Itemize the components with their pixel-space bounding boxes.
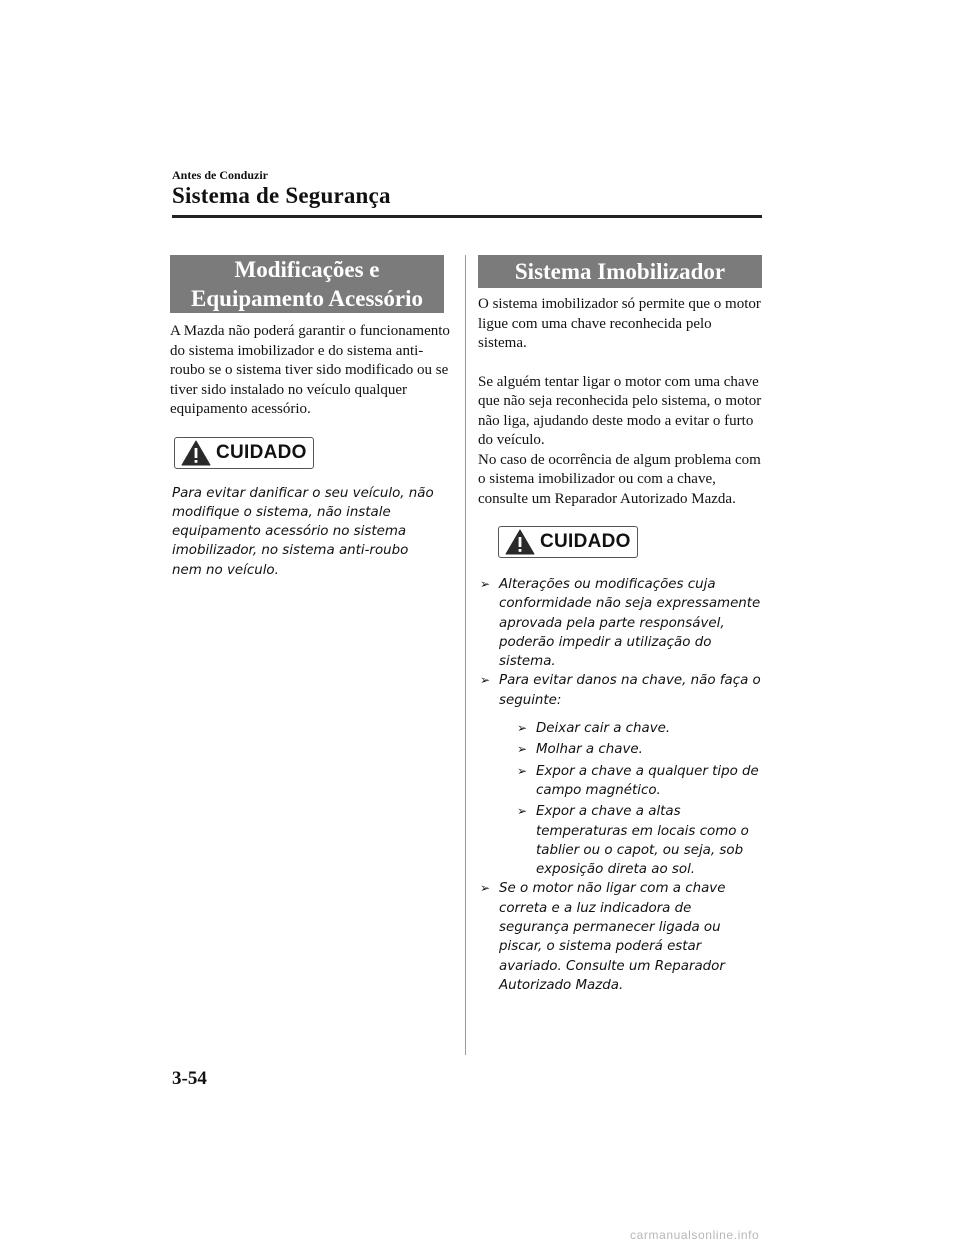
right-column	[478, 255, 764, 995]
left-caution-box-wrap	[174, 437, 452, 471]
right-caution-box	[498, 526, 638, 558]
warning-icon	[505, 529, 535, 555]
arrow-bullet-icon: ➢	[480, 881, 491, 896]
list-item	[515, 719, 764, 738]
list-item	[478, 879, 764, 995]
left-heading-line1: Modificações e	[234, 257, 380, 282]
section-title: Sistema de Segurança	[172, 183, 391, 208]
list-item	[515, 762, 764, 801]
chapter-label: Antes de Conduzir	[172, 168, 269, 182]
bullet-text: Alterações ou modificações cuja conformidade não seja expressamente aprovada pela parte responsável, poderão impedir a utilização do sistema.	[499, 577, 761, 670]
right-paragraph-2: Se alguém tentar ligar o motor com uma chave que não seja reconhecida pelo sistema, o motor não liga, ajudando deste modo a evitar o furto do veículo.	[478, 373, 762, 448]
header-rule	[172, 215, 762, 218]
warning-icon	[181, 440, 211, 466]
left-caution-box	[174, 437, 314, 469]
sub-bullet-text: Expor a chave a altas temperaturas em locais como o tablier ou o capot, ou seja, sob exposição direta ao sol.	[536, 804, 749, 878]
sub-bullet-text: Deixar cair a chave.	[536, 721, 671, 737]
right-caution-label: CUIDADO	[540, 531, 631, 552]
sub-bullet-text: Molhar a chave.	[536, 742, 643, 758]
arrow-bullet-icon: ➢	[517, 742, 528, 757]
right-section-heading: Sistema Imobilizador	[478, 255, 762, 288]
caution-bullet-list	[478, 575, 764, 995]
left-paragraph: A Mazda não poderá garantir o funcionamento do sistema imobilizador e do sistema anti-roubo se o sistema tiver sido modificado ou se tiver sido instalado no veículo qualquer equipamento acessório.	[170, 323, 450, 417]
sub-bullet-text: Expor a chave a qualquer tipo de campo magnético.	[536, 763, 759, 798]
sub-bullet-list	[515, 719, 764, 879]
right-paragraph-1: O sistema imobilizador só permite que o motor ligue com uma chave reconhecida pelo sistema.	[478, 296, 761, 351]
arrow-bullet-icon: ➢	[517, 763, 528, 778]
watermark: carmanualsonline.info	[630, 1228, 760, 1242]
arrow-bullet-icon: ➢	[480, 673, 491, 688]
list-item	[515, 740, 764, 759]
left-caution-text: Para evitar danificar o seu veículo, não modifique o sistema, não instale equipamento acessório no sistema imobilizador, no sistema anti-roubo nem no veículo.	[172, 485, 434, 578]
list-item	[515, 802, 764, 879]
list-item	[478, 671, 764, 879]
left-heading-line2: Equipamento Acessório	[191, 286, 423, 311]
arrow-bullet-icon: ➢	[517, 721, 528, 736]
bullet-text: Se o motor não ligar com a chave correta e a luz indicadora de segurança permanecer ligada ou piscar, o sistema poderá estar avariado. Consulte um Reparador Autorizado Mazda.	[499, 881, 726, 993]
list-item	[478, 575, 764, 671]
arrow-bullet-icon: ➢	[480, 577, 491, 591]
left-column	[170, 255, 452, 580]
arrow-bullet-icon: ➢	[517, 804, 528, 819]
right-caution-box-wrap	[498, 526, 764, 560]
right-paragraph-3: No caso de ocorrência de algum problema com o sistema imobilizador ou com a chave, consulte um Reparador Autorizado Mazda.	[478, 451, 761, 507]
left-caution-label: CUIDADO	[216, 441, 307, 463]
left-section-heading	[170, 255, 444, 313]
bullet-text: Para evitar danos na chave, não faça o seguinte:	[499, 673, 761, 708]
page-number: 3-54	[172, 1068, 207, 1089]
column-divider	[465, 255, 466, 1055]
